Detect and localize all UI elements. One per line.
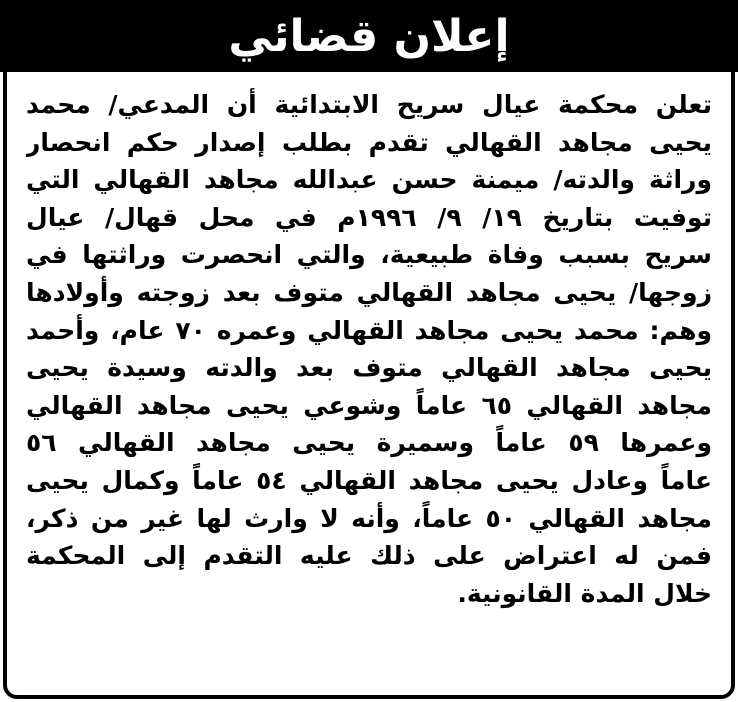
notice-line-4: توفيت بتاريخ ١٩/ ٩/ ١٩٩٦م في محل قهال/ عيال (26, 202, 712, 232)
notice-title: إعلان قضائي (228, 10, 510, 62)
notice-line-13: فمن له اعتراض على ذلك عليه التقدم إلى المحكمة (26, 541, 712, 571)
notice-line-9: مجاهد القهالي ٦٥ عاماً وشوعي يحيى مجاهد القهالي (26, 390, 712, 420)
notice-line-3: وراثة والدته/ ميمنة حسن عبدالله مجاهد القهالي التي (26, 165, 712, 195)
notice-line-11: عاماً وعادل يحيى مجاهد القهالي ٥٤ عاماً وكمال يحيى (26, 465, 712, 495)
notice-body (26, 86, 712, 612)
notice-line-6: زوجها/ يحيى مجاهد القهالي متوف بعد زوجته وأولادها (26, 277, 712, 307)
notice-line-2: يحيى مجاهد القهالي تقدم بطلب إصدار حكم انحصار (26, 127, 712, 157)
notice-line-7: وهم: محمد يحيى مجاهد القهالي وعمره ٧٠ عام، وأحمد (26, 315, 712, 345)
notice-header (0, 0, 738, 72)
notice-line-1: تعلن محكمة عيال سريح الابتدائية أن المدعي/ محمد (26, 90, 712, 119)
notice-line-14: خلال المدة القانونية. (457, 578, 712, 608)
notice-line-5: سريح بسبب وفاة طبيعية، والتي انحصرت وراثتها في (26, 240, 712, 270)
notice-line-10: وعمرها ٥٩ عاماً وسميرة يحيى مجاهد القهالي ٥٦ (26, 428, 712, 458)
notice-line-12: مجاهد القهالي ٥٠ عاماً، وأنه لا وارث لها غير من ذكر، (26, 503, 712, 533)
notice-line-8: يحيى مجاهد القهالي متوف بعد والدته وسيدة يحيى (26, 353, 712, 383)
